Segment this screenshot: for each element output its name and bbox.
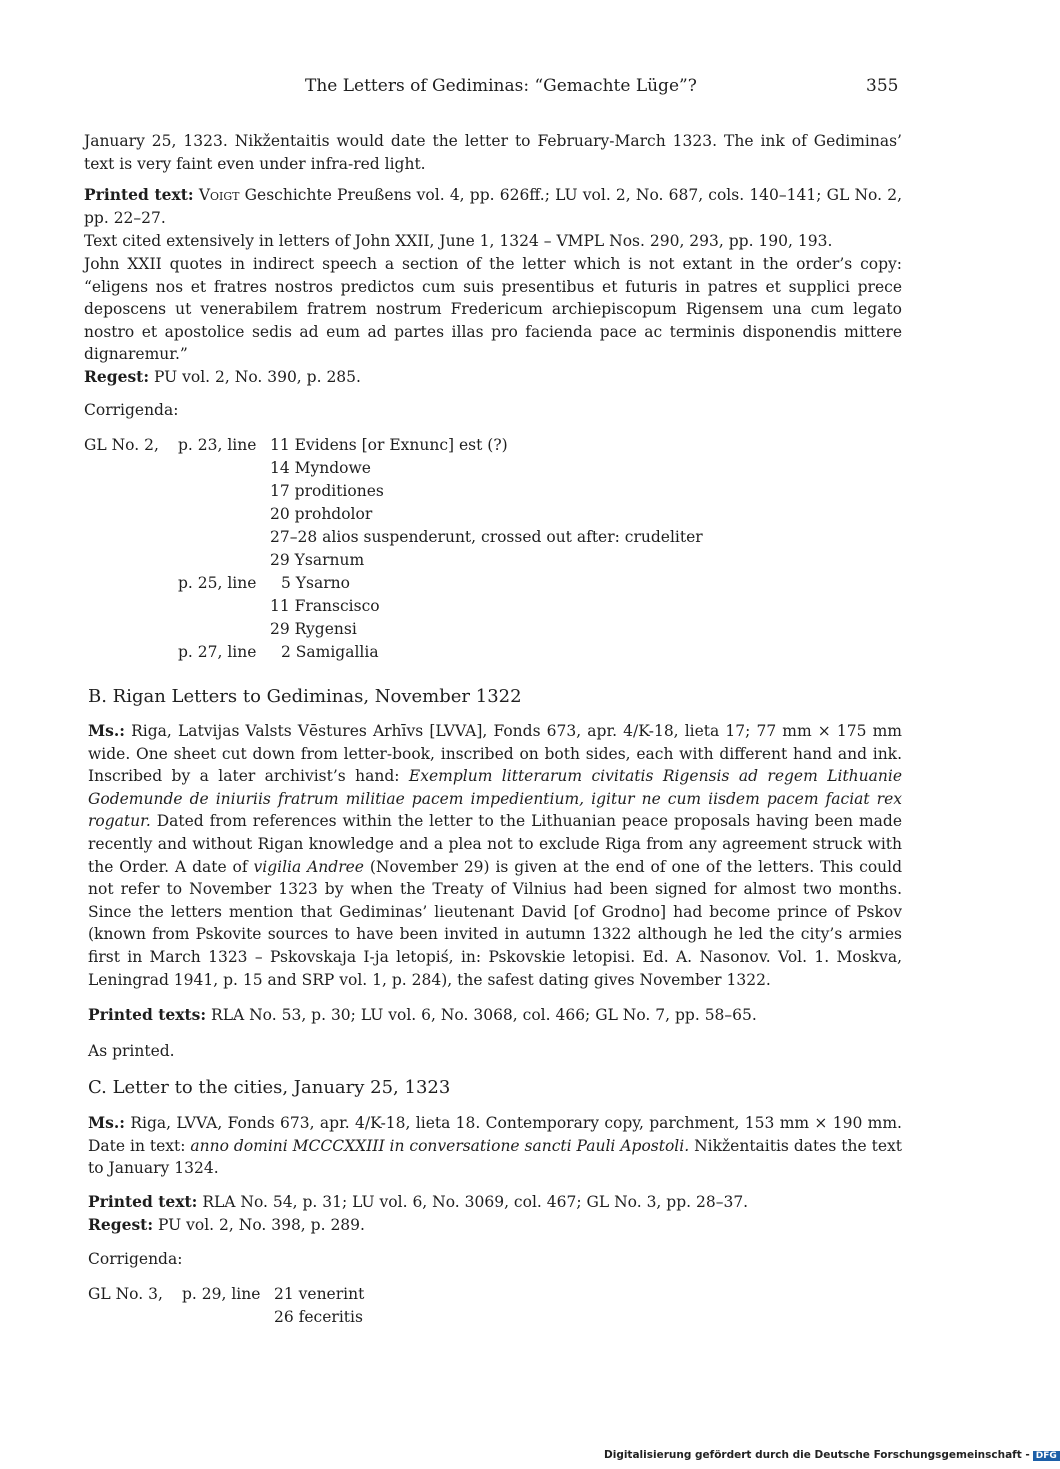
corrigenda-list-c: GL No. 3, p. 29, line 21 venerint 26 feceritis [88, 1285, 365, 1326]
ms-label: Ms.: [88, 721, 126, 740]
section-c-regest: Regest: PU vol. 2, No. 398, p. 289. [88, 1215, 365, 1234]
corrigenda-ref: GL No. 2, [84, 436, 159, 454]
printed-text-label: Printed text: [84, 185, 194, 204]
corrigenda-label: Corrigenda: [84, 401, 179, 419]
printed-text-author: Voigt [198, 186, 240, 204]
section-c-manuscript: Ms.: Riga, LVVA, Fonds 673, apr. 4/K-18, lieta 18. Contemporary copy, parchment, 153 mm × 190 mm. Date in text: anno domini MCCCXXIII in conversatione sancti Pauli Apostoli. Nikžentaitis dates the text to January 1324. [88, 1113, 902, 1178]
dfg-logo: DFG [1033, 1451, 1060, 1461]
digitization-footer [604, 1449, 1060, 1461]
as-printed-note: As printed. [88, 1042, 175, 1060]
printed-text-refs: Geschichte Preußens vol. 4, pp. 626ff.; LU vol. 2, No. 687, cols. 140–141; GL No. 2, pp. 22–27. [84, 186, 902, 227]
corrigenda-ref: GL No. 3, [88, 1285, 163, 1303]
cited-line: Text cited extensively in letters of John XXII, June 1, 1324 – VMPL Nos. 290, 293, pp. 190, 193. [84, 232, 833, 250]
corrigenda-list: GL No. 2, p. 23, line 11 Evidens [or Exnunc] est (?) 14 Myndowe 17 proditiones 20 prohdolor 27–28 alios suspenderunt, crossed out after: crudeliter 29 Ysarnum p. 25, line 5 Ysarno 11 Franscisco 29 Rygensi p. 27, line 2 Samigallia [84, 436, 703, 661]
section-b-manuscript: Ms.: Riga, Latvijas Valsts Vēstures Arhīvs [LVVA], Fonds 673, apr. 4/K-18, lieta 17; 77 mm × 175 mm wide. One sheet cut down from letter-book, inscribed on both sides, each with different hand and ink. Inscribed by a later archivist’s hand: Exemplum litterarum civitatis Rigensis ad regem Lithuanie Godemunde de iniuriis fratrum militiae pacem impedientium, igitur ne cum iisdem pacem faciat rex rogatur. Dated from references within the letter to the Lithuanian peace proposals having been made recently and without Rigan knowledge and a plea not to exclude Riga from any agreement struck with the Order. A date of vigilia Andree (November 29) is given at the end of one of the letters. This could not refer to November 1323 by when the Treaty of Vilnius had been signed for almost two months. Since the letters mention that Gediminas’ lieutenant David [of Grodno] had become prince of Pskov (known from Pskovite sources to have been invited in autumn 1322 although he led the city’s armies first in March 1323 – Pskovskaja I-ja letopiś, in: Pskovskie letopisi. Ed. A. Nasonov. Vol. 1. Moskva, Leningrad 1941, p. 15 and SRP vol. 1, p. 284), the safest dating gives November 1322. [88, 721, 903, 989]
regest-refs: PU vol. 2, No. 390, p. 285. [149, 368, 361, 386]
printed-text-entry [84, 184, 902, 229]
section-b-printed: Printed texts: RLA No. 53, p. 30; LU vol. 6, No. 3068, col. 466; GL No. 7, pp. 58–65. [88, 1005, 757, 1024]
regest-entry [84, 366, 902, 389]
running-head [0, 76, 1000, 100]
regest-label: Regest: [84, 367, 150, 386]
page-number: 355 [866, 76, 899, 96]
running-title: The Letters of Gediminas: “Gemachte Lüge”? [305, 76, 697, 96]
section-c-printed: Printed text: RLA No. 54, p. 31; LU vol. 6, No. 3069, col. 467; GL No. 3, pp. 28–37. [88, 1192, 749, 1211]
intro-paragraph: January 25, 1323. Nikžentaitis would date the letter to February-March 1323. The ink of Gediminas’ text is very faint even under infra-red light. [84, 132, 902, 173]
footer-text: Digitalisierung gefördert durch die Deutsche Forschungsgemeinschaft - [604, 1449, 1030, 1461]
section-c-corrigenda-label: Corrigenda: [88, 1250, 183, 1268]
section-c-heading: C. Letter to the cities, January 25, 1323 [88, 1077, 451, 1098]
quote-paragraph: John XXII quotes in indirect speech a section of the letter which is not extant in the order’s copy: “eligens nos et fratres nostros predictos cum suis presentibus et futuris in patres et supplici prece deposcens ut venerabilem fratrem nostrum Fredericum archiepiscopum Rigensem una cum legato nostro et apostolice sedis ad eum ad partes illas pro facienda pace ac terminis disponendis mittere dignaremur.” [84, 255, 902, 364]
section-b-heading: B. Rigan Letters to Gediminas, November 1322 [88, 686, 522, 707]
